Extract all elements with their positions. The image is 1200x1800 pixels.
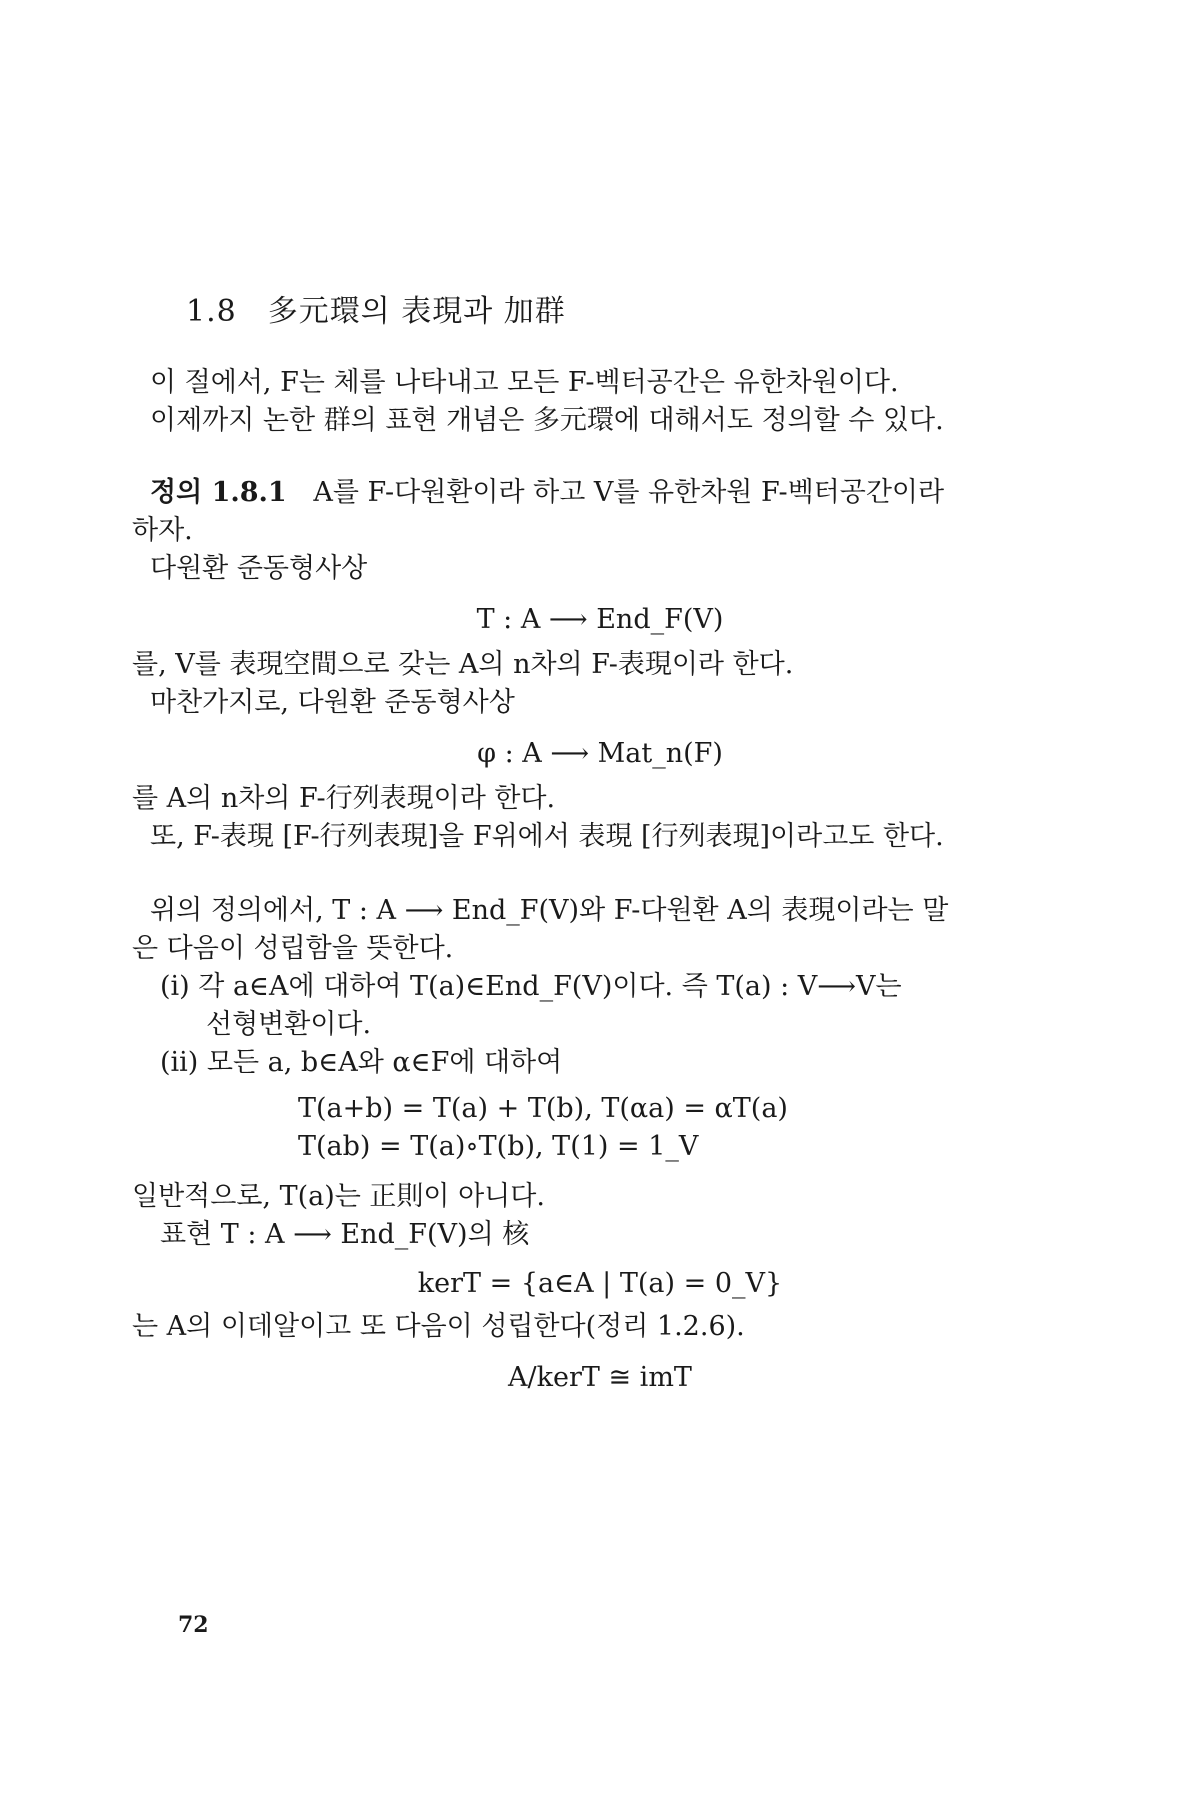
paragraph-line: 이 절에서, F는 체를 나타내고 모든 F-벡터공간은 유한차원이다.	[150, 367, 899, 398]
paragraph-line: 표현 T : A ⟶ End_F(V)의 核	[160, 1219, 530, 1250]
paragraph-line: 는 A의 이데알이고 또 다음이 성립한다(정리 1.2.6).	[132, 1311, 745, 1342]
definition-label: 정의 1.8.1	[150, 477, 287, 508]
definition-text: A를 F-다원환이라 하고 V를 유한차원 F-벡터공간이라	[313, 477, 945, 508]
formula-kernel: kerT = {a∈A | T(a) = 0_V}	[417, 1268, 783, 1299]
formula-isomorphism: A/kerT ≅ imT	[508, 1362, 692, 1393]
formula-homomorphism-line1: T(a+b) = T(a) + T(b), T(αa) = αT(a)	[298, 1093, 788, 1124]
definition-line: 하자.	[132, 515, 193, 546]
definition-line: 를 A의 n차의 F-行列表現이라 한다.	[132, 783, 556, 814]
paragraph-line: 일반적으로, T(a)는 正則이 아니다.	[132, 1181, 545, 1212]
list-item: (i) 각 a∈A에 대하여 T(a)∈End_F(V)이다. 즉 T(a) : V⟶V는	[160, 971, 902, 1002]
formula-representation: T : A ⟶ End_F(V)	[476, 604, 724, 635]
paragraph-line: 이제까지 논한 群의 표현 개념은 多元環에 대해서도 정의할 수 있다.	[150, 405, 944, 436]
definition-line: 마찬가지로, 다원환 준동형사상	[150, 687, 515, 718]
paragraph-line: 위의 정의에서, T : A ⟶ End_F(V)와 F-다원환 A의 表現이라는 말	[150, 895, 949, 926]
list-item-continuation: 선형변환이다.	[206, 1009, 372, 1040]
paragraph-line: 은 다음이 성립함을 뜻한다.	[132, 933, 454, 964]
formula-homomorphism-line2: T(ab) = T(a)∘T(b), T(1) = 1_V	[298, 1131, 699, 1162]
definition-line: 다원환 준동형사상	[150, 553, 368, 584]
definition-line: 또, F-表現 [F-行列表現]을 F위에서 表現 [行列表現]이라고도 한다.	[150, 821, 944, 852]
page-number: 72	[178, 1612, 209, 1638]
list-item: (ii) 모든 a, b∈A와 α∈F에 대하여	[160, 1047, 563, 1078]
definition-heading-line	[150, 476, 944, 510]
definition-line: 를, V를 表現空間으로 갖는 A의 n차의 F-表現이라 한다.	[132, 649, 794, 680]
section-title: 1.8 多元環의 表現과 加群	[186, 294, 566, 329]
formula-matrix-representation: φ : A ⟶ Mat_n(F)	[477, 738, 723, 769]
